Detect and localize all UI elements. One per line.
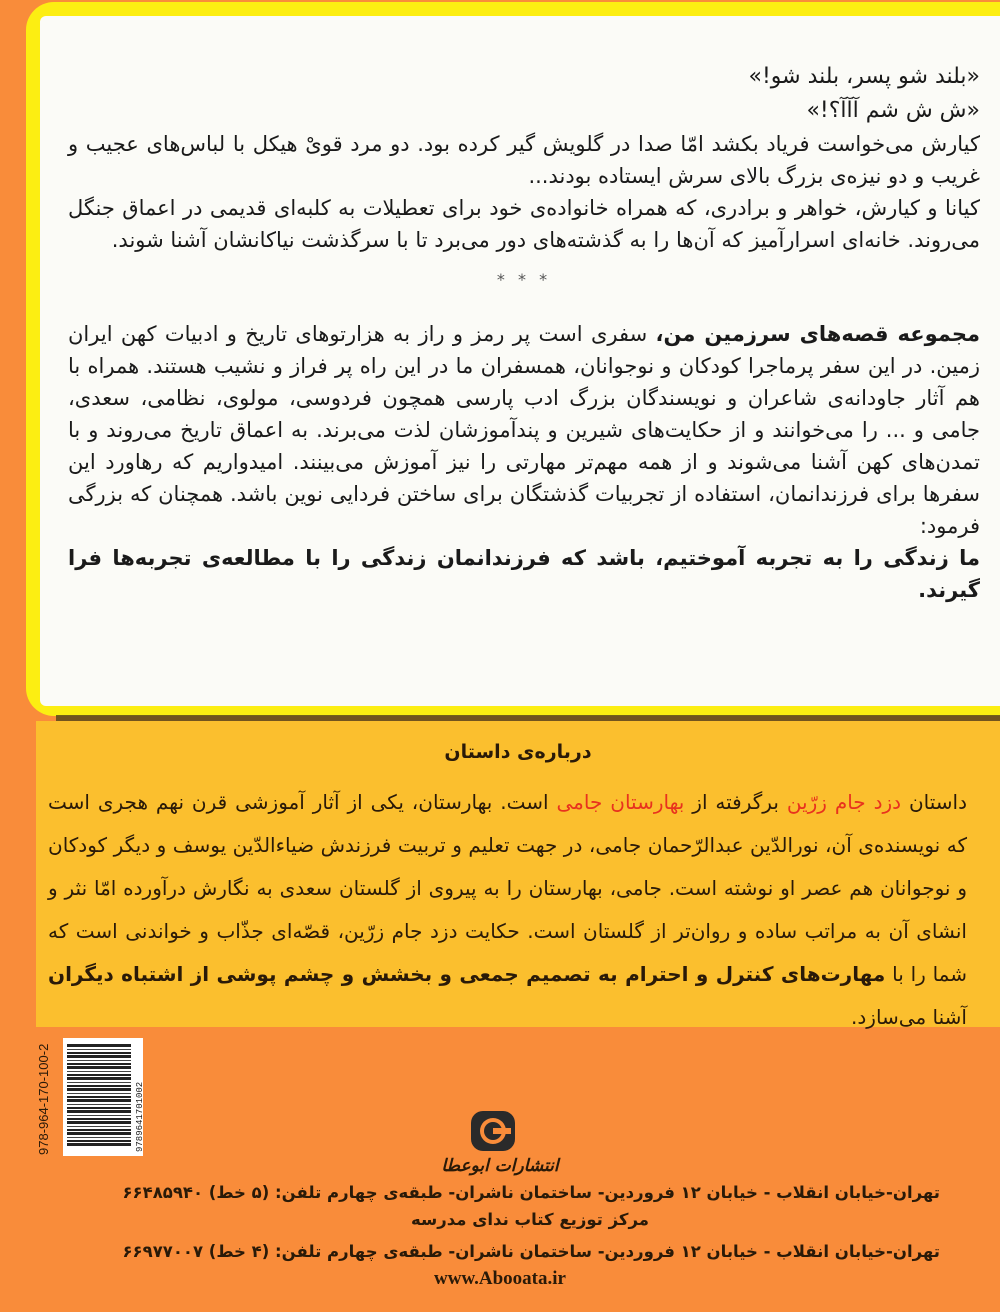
series-description xyxy=(68,318,980,606)
story-excerpt xyxy=(68,128,980,256)
skills-highlight: مهارت‌های کنترل و احترام به تصمیم جمعی و بخشش و چشم پوشی از اشتباه دیگران xyxy=(48,962,886,986)
section-separator: * * * xyxy=(496,270,552,289)
publisher-logo-icon xyxy=(469,1107,517,1155)
series-title: مجموعه قصه‌های سرزمین من، xyxy=(655,322,980,346)
distribution-address: تهران-خیابان انقلاب - خیابان ۱۲ فروردین- ساختمان ناشران- طبقه‌ی چهارم تلفن: (۴ خط) ۶۶۹۷۷۰۰۷ xyxy=(122,1242,940,1261)
barcode xyxy=(63,1038,143,1156)
publisher-website[interactable]: www.Abooata.ir xyxy=(434,1268,566,1289)
about-text: آشنا می‌سازد. xyxy=(851,1005,967,1029)
about-text: است. بهارستان، یکی از آثار آموزشی قرن نهم هجری است که نویسنده‌ی آن، نورالدّین عبدالرّحمان جامی، در جهت تعلیم و تربیت فرزندش ضیاءالدّین یوسف و دیگر کودکان و نوجوانان هم عصر او نوشته است. جامی، بهارستان را به پیروی از گلستان سعدی به نگارش درآورده امّا نثر و انشای آن به مراتب ساده و روان‌تر از گلستان است. حکایت دزد جام زرّین، قصّه‌ای جذّاب و خواندنی است که شما را با xyxy=(48,790,967,986)
quote-1: «بلند شو پسر، بلند شو!» xyxy=(748,64,980,89)
publisher-name: انتشارات ابوعطا xyxy=(441,1156,559,1176)
distribution-center: مرکز توزیع کتاب ندای مدرسه xyxy=(411,1210,649,1229)
quote-2: «ش ش شم آآآ؟!» xyxy=(806,98,980,123)
about-body xyxy=(48,781,967,1039)
publisher-address: تهران-خیابان انقلاب - خیابان ۱۲ فروردین- ساختمان ناشران- طبقه‌ی چهارم تلفن: (۵ خط) ۶۶۴۸۵۹۴۰ xyxy=(122,1183,940,1202)
about-title: درباره‌ی داستان xyxy=(444,741,592,763)
series-paragraph: سفری است پر رمز و راز به هزارتوهای تاریخ و ادبیات کهن ایران زمین. در این سفر پرماجرا کودکان و نوجوانان، همسفران ما در این راه پر فراز و نشیب هستند. همراه با هم آثار جاودانه‌ی شاعران و نویسندگان بزرگ ادب پارسی همچون فردوسی، مولوی، نظامی، سعدی، جامی و ... را می‌خوانند و از حکایت‌های شیرین و پندآموزشان لذت می‌برند. به اعماق تاریخ می‌روند و با تمدن‌های کهن آشنا می‌شوند و از همه مهم‌تر مهارتی را نیز آموزش می‌بینند. امیدواریم که رهاورد این سفرها برای فرزندانمان، استفاده از تجربیات گذشتگان برای ساختن فردایی نوین باشد. همچنان که بزرگی فرمود: xyxy=(68,322,980,538)
top-panel-text xyxy=(68,60,980,606)
about-story-panel xyxy=(36,721,1000,1027)
story-paragraph-1: کیارش می‌خواست فریاد بکشد امّا صدا در گلویش گیر کرده بود. دو مرد قویْ هیکل با لباس‌های عجیب و غریب و دو نیزه‌ی بزرگ بالای سرش ایستاده بودند... xyxy=(68,132,980,188)
barcode-digits: 9789641701002 xyxy=(135,1081,145,1152)
about-text: داستان xyxy=(901,790,968,814)
top-panel xyxy=(40,16,1000,706)
about-text: برگرفته از xyxy=(684,790,787,814)
source-name: بهارستان جامی xyxy=(556,790,685,814)
barcode-bars-icon xyxy=(67,1044,131,1148)
closing-quote: ما زندگی را به تجربه آموختیم، باشد که فرزندانمان زندگی را با مطالعه‌ی تجربه‌ها فرا گیرند. xyxy=(68,546,980,602)
story-paragraph-2: کیانا و کیارش، خواهر و برادری، که همراه خانواده‌ی خود برای تعطیلات به کلبه‌ای قدیمی در اعماق جنگل می‌روند. خانه‌ای اسرارآمیز که آن‌ها را به گذشته‌های دور می‌برد تا با سرگذشت نیاکانشان آشنا شوند. xyxy=(68,196,980,252)
isbn-label: 978-964-170-100-2 xyxy=(36,1043,51,1155)
story-name: دزد جام زرّین xyxy=(786,790,902,814)
